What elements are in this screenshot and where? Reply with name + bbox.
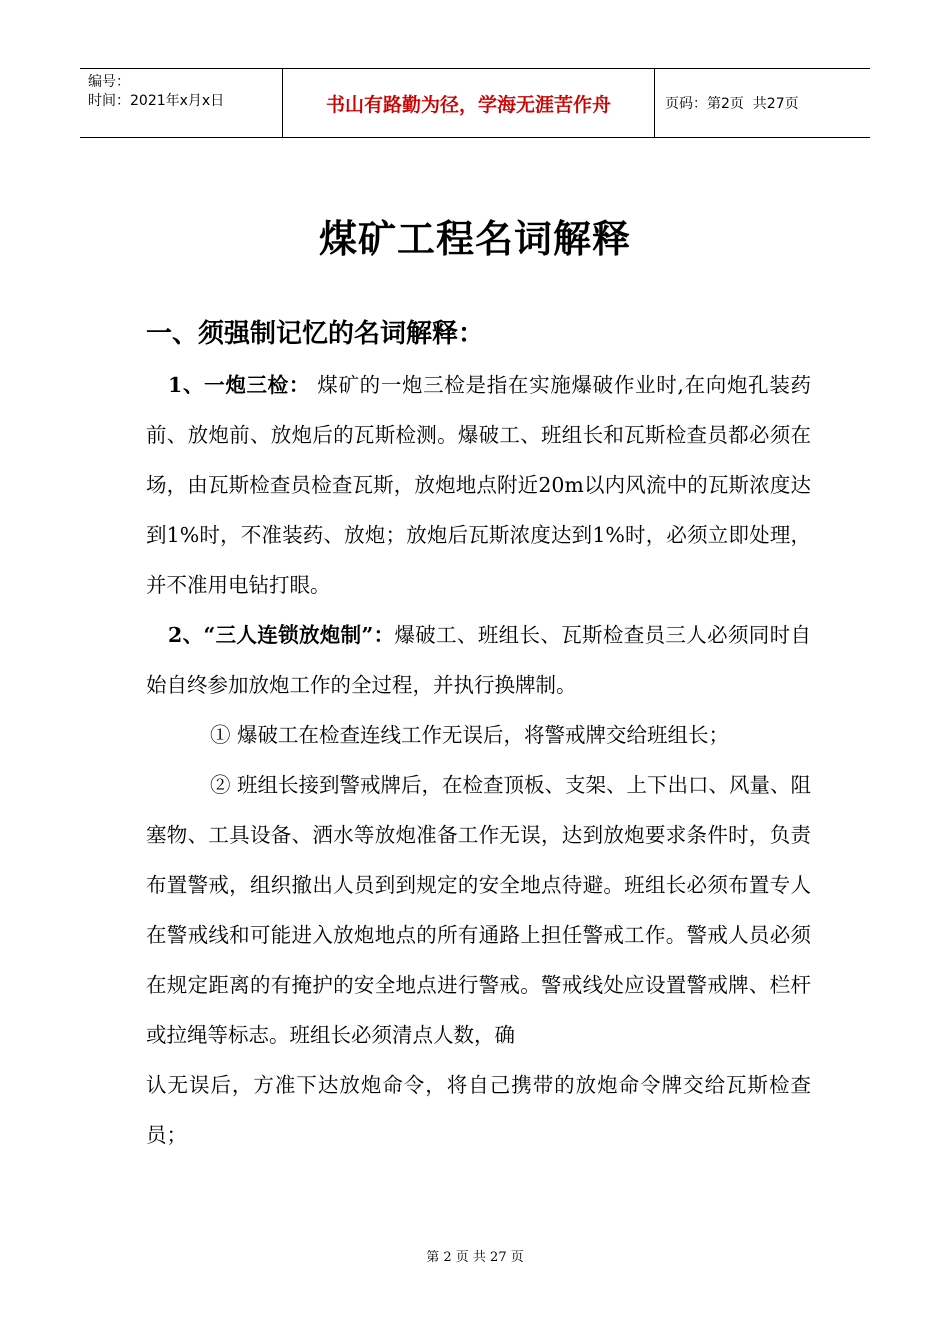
page-label: 页码：第2页 共27页 [665, 96, 799, 112]
term-label: 2、“三人连锁放炮制”： [168, 623, 395, 647]
time-label: 时间：2021年x月x日 [88, 93, 225, 109]
document-body [146, 360, 811, 1160]
section-heading: 一、须强制记忆的名词解释： [146, 319, 485, 349]
footer-page-number: 第 2 页 共 27 页 [426, 1250, 524, 1265]
definition-paragraph [146, 360, 811, 610]
page-footer [0, 1246, 950, 1265]
continuation-paragraph: 认无误后，方准下达放炮命令，将自己携带的放炮命令牌交给瓦斯检查员； [146, 1073, 811, 1147]
step-paragraph: ① 爆破工在检查连线工作无误后，将警戒牌交给班组长； [210, 723, 730, 747]
header-page-cell [655, 69, 870, 137]
definition-text: 爆破工、班组长、瓦斯检查员三人必须同时自始自终参加放炮工作的全过程，并执行换牌制。 [146, 623, 811, 697]
definition-paragraph [146, 610, 811, 710]
header-table [80, 68, 870, 138]
term-label: 1、一炮三检： [168, 373, 311, 397]
definition-text: 煤矿的一炮三检是指在实施爆破作业时,在向炮孔装药前、放炮前、放炮后的瓦斯检测。爆破工、班组长和瓦斯检查员都必须在场，由瓦斯检查员检查瓦斯，放炮地点附近20m以内风流中的瓦斯浓度达到1%时，不准装药、放炮；放炮后瓦斯浓度达到1%时，必须立即处理，并不准用电钻打眼。 [146, 373, 811, 597]
motto: 书山有路勤为径，学海无涯苦作舟 [282, 69, 655, 137]
step-paragraph: ② 班组长接到警戒牌后，在检查顶板、支架、上下出口、风量、阻塞物、工具设备、洒水等放炮准备工作无误，达到放炮要求条件时，负责布置警戒，组织撤出人员到到规定的安全地点待避。班组长必须布置专人在警戒线和可能进入放炮地点的所有通路上担任警戒工作。警戒人员必须在规定距离的有掩护的安全地点进行警戒。警戒线处应设置警戒牌、栏杆或拉绳等标志。班组长必须清点人数，确 [146, 773, 812, 1047]
header-meta-cell [80, 69, 282, 137]
document-title: 煤矿工程名词解释 [318, 216, 631, 261]
number-label: 编号： [88, 74, 130, 90]
